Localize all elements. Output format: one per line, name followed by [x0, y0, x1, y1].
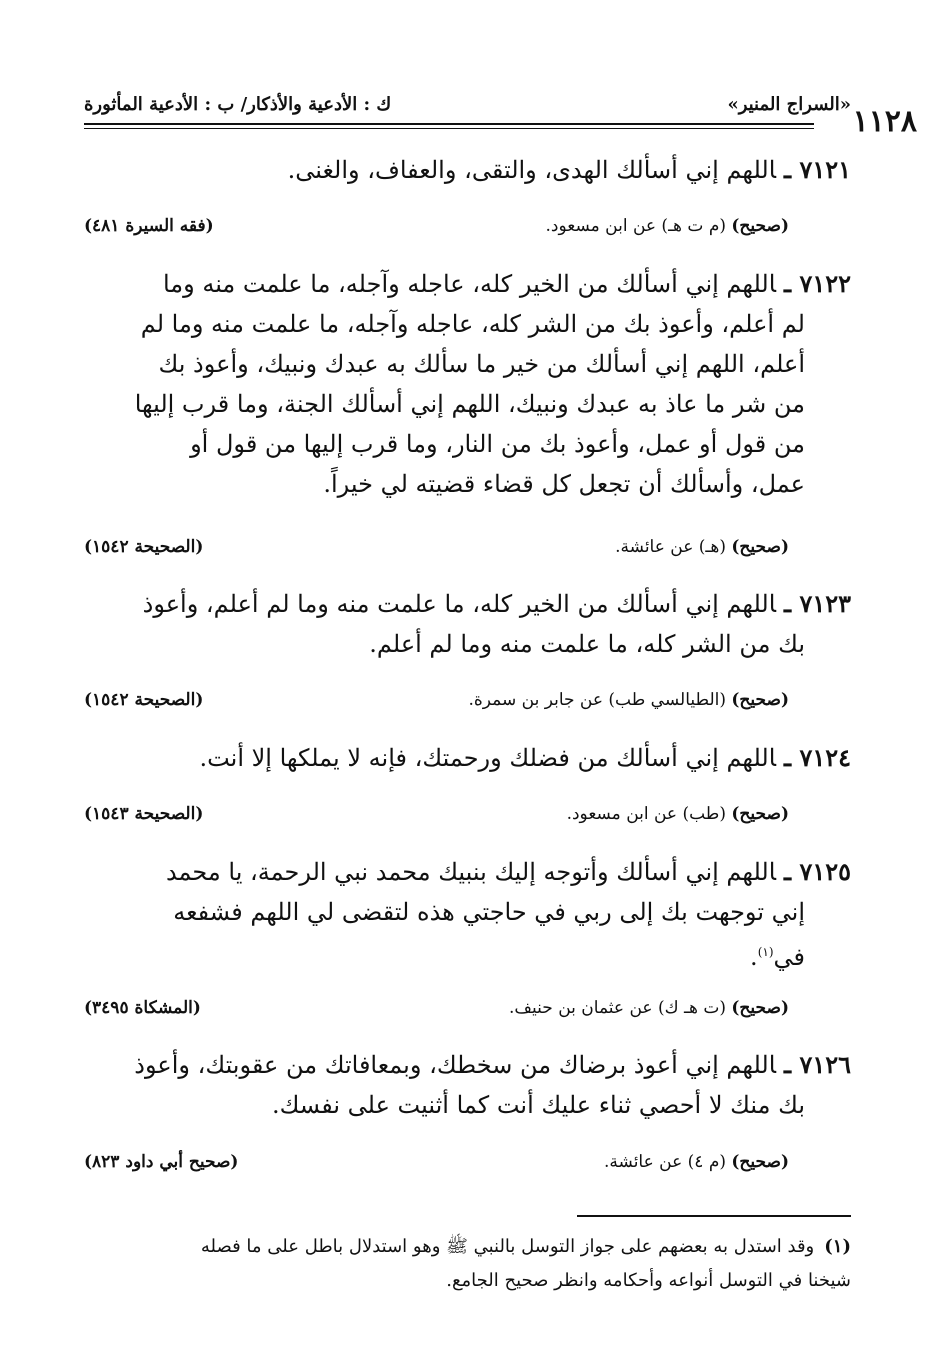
hadith-7121	[80, 150, 851, 190]
header-rule-thin	[84, 128, 814, 129]
hadith-text-line: من قول أو عمل، وأعوذ بك من النار، وما قرب إليها من قول أو	[190, 430, 805, 458]
book-title: «السراج المنير»	[727, 94, 851, 115]
hadith-text-line: اللهم إني أسألك من فضلك ورحمتك، فإنه لا يملكها إلا أنت.	[199, 744, 777, 772]
hadith-grade: (صحيح)	[731, 1152, 789, 1172]
hadith-source	[567, 804, 789, 824]
header-rule	[84, 123, 814, 125]
hadith-reference: (الصحيحة ١٥٤٣)	[84, 804, 204, 824]
hadith-number: ٧١٢٣ ـ	[784, 589, 851, 618]
hadith-number: ٧١٢٥ ـ	[784, 857, 851, 886]
hadith-narration: (هـ) عن عائشة.	[615, 537, 726, 557]
hadith-narration: (الطيالسي طب) عن جابر بن سمرة.	[468, 690, 726, 710]
hadith-7122	[80, 264, 851, 504]
hadith-number: ٧١٢٤ ـ	[784, 743, 851, 772]
footnote-text-line: وقد استدل به بعضهم على جواز التوسل بالنبي ﷺ وهو استدلال باطل على ما فصله	[200, 1236, 815, 1257]
hadith-text-line: عمل، وأسألك أن تجعل كل قضاء قضيته لي خيراً.	[323, 470, 805, 498]
hadith-source	[468, 690, 789, 710]
chapter-heading: ك : الأدعية والأذكار/ ب : الأدعية المأثورة	[84, 94, 392, 115]
hadith-grade: (صحيح)	[731, 804, 789, 824]
hadith-text-line: في	[773, 943, 805, 971]
hadith-source	[604, 1152, 789, 1172]
hadith-text-line: أعلم، اللهم إني أسألك من خير ما سألك به عبدك ونبيك، وأعوذ بك	[158, 350, 805, 378]
hadith-reference: (صحيح أبي داود ٨٢٣)	[84, 1152, 239, 1172]
hadith-reference: (الصحيحة ١٥٤٢)	[84, 690, 204, 710]
page-number: ١١٢٨	[852, 104, 917, 139]
hadith-reference: (فقه السيرة ٤٨١)	[84, 216, 214, 236]
hadith-reference: (الصحيحة ١٥٤٢)	[84, 537, 204, 557]
hadith-text-line: بك منك لا أحصي ثناء عليك أنت كما أثنيت على نفسك.	[271, 1091, 805, 1119]
hadith-text-line: اللهم إني أسألك من الخير كله، ما علمت منه وما لم أعلم، وأعوذ	[142, 590, 777, 618]
hadith-7124	[80, 738, 851, 778]
footnote-rule	[577, 1215, 851, 1217]
hadith-text-line: اللهم إني أسألك من الخير كله، عاجله وآجله، ما علمت منه وما	[162, 270, 777, 298]
hadith-7125	[80, 852, 851, 977]
hadith-text-line: اللهم إني أسألك الهدى، والتقى، والعفاف، والغنى.	[287, 156, 777, 184]
hadith-text-line: إني توجهت بك إلى ربي في حاجتي هذه لتقضى لي اللهم فشفعه	[173, 898, 805, 926]
hadith-grade: (صحيح)	[731, 690, 789, 710]
hadith-text-line: اللهم إني أسألك وأتوجه إليك بنبيك محمد نبي الرحمة، يا محمد	[165, 858, 777, 886]
hadith-narration: (ت هـ ك) عن عثمان بن حنيف.	[509, 998, 726, 1018]
footnote-number: (١)	[824, 1236, 851, 1257]
hadith-text-line: بك من الشر كله، ما علمت منه وما لم أعلم.	[369, 630, 805, 658]
hadith-7123	[80, 584, 851, 664]
hadith-text-line: اللهم إني أعوذ برضاك من سخطك، وبمعافاتك من عقوبتك، وأعوذ	[134, 1051, 777, 1079]
hadith-number: ٧١٢٢ ـ	[784, 269, 851, 298]
hadith-reference: (المشكاة ٣٤٩٥)	[84, 998, 201, 1018]
hadith-number: ٧١٢٦ ـ	[784, 1050, 851, 1079]
hadith-grade: (صحيح)	[731, 537, 789, 557]
hadith-grade: (صحيح)	[731, 998, 789, 1018]
footnote	[84, 1230, 851, 1298]
hadith-end-mark: .	[750, 943, 758, 971]
hadith-narration: (طب) عن ابن مسعود.	[566, 804, 726, 824]
hadith-narration: (م ٤) عن عائشة.	[604, 1152, 726, 1172]
hadith-grade: (صحيح)	[731, 216, 789, 236]
hadith-text-line: لم أعلم، وأعوذ بك من الشر كله، عاجله وآجله، ما علمت منه وما لم	[140, 310, 805, 338]
footnote-marker[interactable]: (١)	[757, 945, 774, 959]
hadith-source	[615, 537, 789, 557]
footnote-text-line: شيخنا في التوسل أنواعه وأحكامه وانظر صحيح الجامع.	[446, 1270, 851, 1291]
hadith-narration: (م ت هـ) عن ابن مسعود.	[545, 216, 726, 236]
hadith-source	[546, 216, 789, 236]
hadith-number: ٧١٢١ ـ	[784, 155, 851, 184]
hadith-text-line: من شر ما عاذ به عبدك ونبيك، اللهم إني أسألك الجنة، وما قرب إليها	[134, 390, 805, 418]
hadith-source	[509, 998, 789, 1018]
hadith-7126	[80, 1045, 851, 1125]
